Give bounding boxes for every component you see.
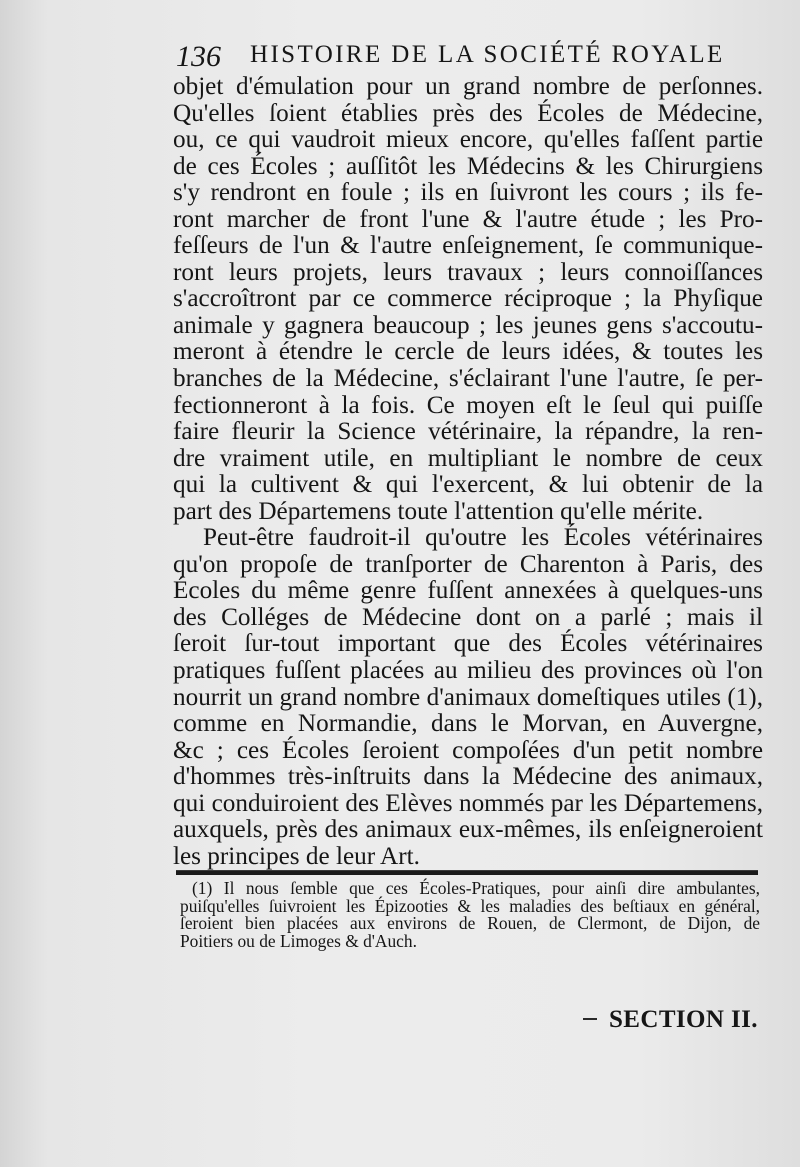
footnote-line: Poitiers ou de Limoges & d'Auch. — [180, 930, 417, 951]
text-line: ront leurs projets, leurs travaux ; leurs connoiſſances — [173, 258, 763, 286]
catchword: SECTION II. — [609, 1006, 758, 1033]
text-line: comme en Normandie, dans le Morvan, en Auvergne, — [173, 710, 763, 738]
text-line: fectionneront à la fois. Ce moyen eſt le ſeul qui puiſſe — [173, 391, 763, 419]
footnote — [180, 880, 760, 950]
text-line: pratiques fuſſent placées au milieu des provinces où l'on — [173, 657, 763, 685]
text-line: qui conduiroient des Elèves nommés par les Départemens, — [173, 789, 763, 817]
text-line: auxquels, près des animaux eux-mêmes, ils enſeigneroient — [173, 816, 763, 844]
text-line: dre vraiment utile, en multipliant le nombre de ceux — [173, 444, 763, 472]
text-line: qu'on propoſe de tranſporter de Charenton à Paris, des — [173, 550, 763, 578]
footnote-line: ſeroient bien placées aux environs de Rouen, de Clermont, de Dijon, de — [180, 913, 760, 934]
paragraph-end-line: part des Départemens toute l'attention qu'elle mérite. — [173, 497, 704, 525]
running-title: HISTOIRE DE LA SOCIÉTÉ ROYALE — [250, 41, 725, 68]
text-line: branches de la Médecine, s'éclairant l'une l'autre, ſe per- — [173, 365, 763, 393]
text-line: animale y gagnera beaucoup ; les jeunes gens s'accoutu- — [173, 311, 763, 339]
page-header — [176, 40, 736, 76]
text-line: faire fleurir la Science vétérinaire, la répandre, la ren- — [173, 418, 763, 446]
text-line: ſeroit ſur-tout important que des Écoles vétérinaires — [173, 630, 763, 658]
text-line: d'hommes très-inſtruits dans la Médecine des animaux, — [173, 763, 763, 791]
paragraph-start-line: Peut-être faudroit-il qu'outre les Écoles vétérinaires — [203, 524, 763, 552]
text-line: Qu'elles ſoient établies près des Écoles de Médecine, — [173, 99, 763, 127]
text-line: ront marcher de front l'une & l'autre étude ; les Pro- — [173, 205, 763, 233]
text-line: objet d'émulation pour un grand nombre de perſonnes. — [173, 73, 763, 100]
text-line: s'accroîtront par ce commerce réciproque ; la Phyſique — [173, 285, 763, 313]
text-line: &c ; ces Écoles ſeroient compoſées d'un petit nombre — [173, 736, 763, 764]
text-line: meront à étendre le cercle de leurs idées, & toutes les — [173, 338, 763, 366]
text-line: s'y rendront en foule ; ils en ſuivront les cours ; ils fe- — [173, 179, 763, 207]
body-text — [173, 74, 763, 870]
page-number: 136 — [176, 40, 221, 73]
text-line: des Colléges de Médecine dont on a parlé ; mais il — [173, 603, 763, 631]
text-line: ou, ce qui vaudroit mieux encore, qu'elles faſſent partie — [173, 126, 763, 154]
text-line: de ces Écoles ; auſſitôt les Médecins & les Chirurgiens — [173, 152, 763, 180]
text-line: nourrit un grand nombre d'animaux domeſtiques utiles (1), — [173, 683, 763, 711]
footnote-line: (1) Il nous ſemble que ces Écoles-Pratiques, pour ainſi dire ambulantes, — [192, 878, 760, 898]
text-line: Écoles du même genre fuſſent annexées à quelques-uns — [173, 577, 763, 605]
footnote-rule — [176, 870, 758, 875]
text-line: feſſeurs de l'un & l'autre enſeignement, ſe communique- — [173, 232, 763, 260]
footnote-line: puiſqu'elles ſuivroient les Épizooties & les maladies des beſtiaux en général, — [180, 895, 760, 916]
paragraph-end-line: les principes de leur Art. — [173, 842, 420, 870]
text-line: qui la cultivent & qui l'exercent, & lui obtenir de la — [173, 471, 763, 499]
